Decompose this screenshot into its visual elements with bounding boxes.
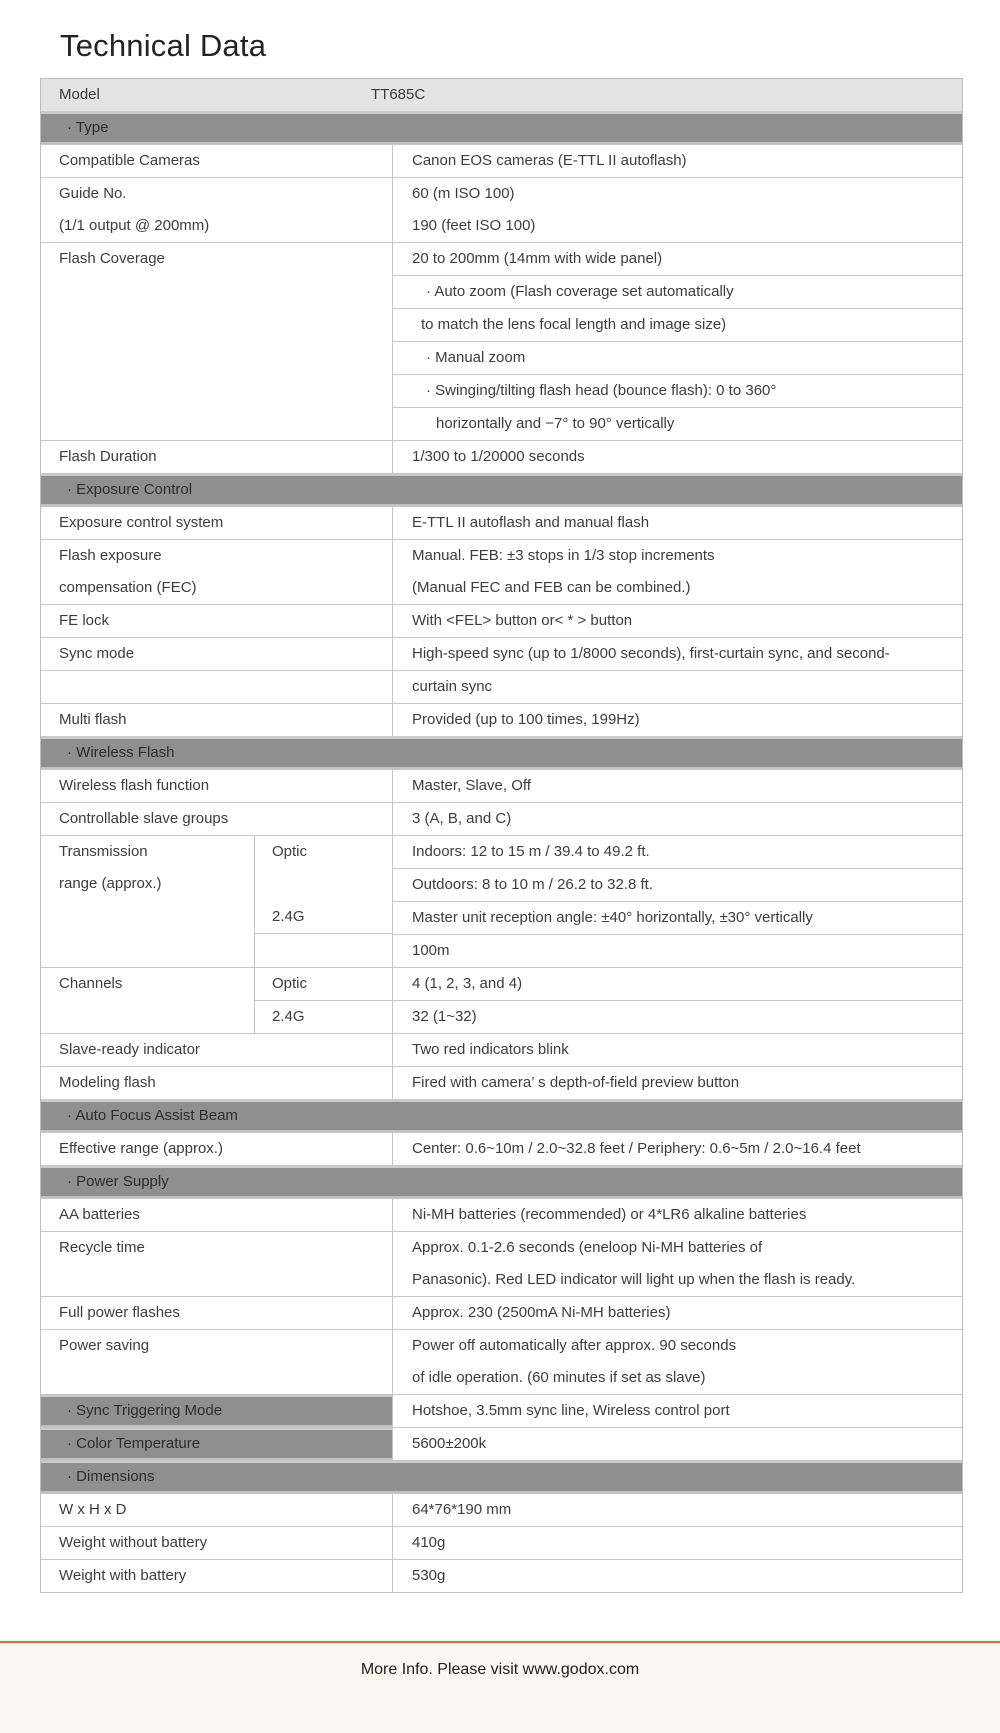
spec-label: Channels — [59, 975, 123, 992]
coverage-values — [392, 243, 962, 440]
transmission-label-line2: range (approx.) — [59, 875, 162, 892]
row-aa-batteries — [41, 1198, 962, 1231]
row-wireless-flash-function — [41, 769, 962, 802]
spec-label-empty — [41, 671, 392, 703]
model-label: Model — [59, 86, 100, 103]
section-af-assist-beam — [41, 1099, 962, 1132]
coverage-line: 20 to 200mm (14mm with wide panel) — [412, 250, 663, 267]
channels-value: 32 (1~32) — [393, 1000, 962, 1033]
spec-label: Exposure control system — [59, 514, 224, 531]
section-af-heading: · Auto Focus Assist Beam — [67, 1107, 238, 1124]
model-row — [41, 79, 962, 111]
spec-value: 410g — [392, 1527, 962, 1559]
row-compatible-cameras — [41, 144, 962, 177]
section-type-heading: · Type — [67, 119, 109, 136]
spec-label: Multi flash — [59, 711, 127, 728]
section-exposure-heading: · Exposure Control — [67, 481, 193, 498]
channels-mid-column — [254, 968, 392, 1033]
row-flash-coverage — [41, 242, 962, 440]
fec-value-line2: (Manual FEC and FEB can be combined.) — [412, 579, 691, 596]
row-controllable-slave-groups — [41, 802, 962, 835]
spec-value: Master, Slave, Off — [392, 770, 962, 802]
channels-24g-label: 2.4G — [255, 1000, 392, 1032]
spec-label-gray: · Color Temperature — [41, 1428, 392, 1460]
spec-label-gray: · Sync Triggering Mode — [41, 1395, 392, 1427]
transmission-label-line1: Transmission — [59, 843, 148, 860]
section-exposure-control — [41, 473, 962, 506]
coverage-line: · Manual zoom — [426, 349, 526, 366]
transmission-24g-label: 2.4G — [272, 908, 305, 925]
section-power-supply — [41, 1165, 962, 1198]
section-dimensions-heading: · Dimensions — [67, 1468, 155, 1485]
spec-value: Approx. 230 (2500mA Ni-MH batteries) — [392, 1297, 962, 1329]
channels-values — [392, 968, 962, 1033]
row-recycle-time — [41, 1231, 962, 1296]
coverage-line: to match the lens focal length and image size) — [421, 316, 727, 333]
transmission-mid-cell — [255, 836, 392, 934]
row-sync-triggering-mode — [41, 1394, 962, 1427]
spec-value: Provided (up to 100 times, 199Hz) — [392, 704, 962, 736]
spec-label: Wireless flash function — [59, 777, 210, 794]
row-transmission-range — [41, 835, 962, 967]
guide-label-line2: (1/1 output @ 200mm) — [59, 217, 210, 234]
spec-value: 530g — [392, 1560, 962, 1592]
saving-value-line1: Power off automatically after approx. 90 seconds — [412, 1337, 737, 1354]
guide-value-line2: 190 (feet ISO 100) — [412, 217, 536, 234]
row-channels — [41, 967, 962, 1033]
coverage-line: · Swinging/tilting flash head (bounce flash): 0 to 360° — [426, 382, 777, 399]
coverage-line: horizontally and −7° to 90° vertically — [436, 415, 675, 432]
spec-value — [392, 1232, 962, 1296]
spec-value: 5600±200k — [392, 1428, 962, 1460]
spec-label: AA batteries — [59, 1206, 140, 1223]
spec-value: Center: 0.6~10m / 2.0~32.8 feet / Periphery: 0.6~5m / 2.0~16.4 feet — [392, 1133, 962, 1165]
row-exposure-control-system — [41, 506, 962, 539]
spec-value: With <FEL> button or< * > button — [392, 605, 962, 637]
page-title: Technical Data — [60, 28, 267, 63]
channels-optic-label: Optic — [272, 975, 308, 992]
guide-label-line1: Guide No. — [59, 185, 127, 202]
transmission-mid-column — [254, 836, 392, 967]
spec-label: Weight with battery — [59, 1567, 187, 1584]
spec-label: Slave-ready indicator — [59, 1041, 200, 1058]
model-value: TT685C — [371, 86, 426, 103]
spec-table — [40, 78, 963, 1593]
spec-value: 3 (A, B, and C) — [392, 803, 962, 835]
spec-value: 1/300 to 1/20000 seconds — [392, 441, 962, 473]
spec-value: Two red indicators blink — [392, 1034, 962, 1066]
saving-value-line2: of idle operation. (60 minutes if set as slave) — [412, 1369, 706, 1386]
spec-label: Full power flashes — [59, 1304, 180, 1321]
row-sync-mode-continued — [41, 670, 962, 703]
row-modeling-flash — [41, 1066, 962, 1099]
section-dimensions — [41, 1460, 962, 1493]
fec-value-line1: Manual. FEB: ±3 stops in 1/3 stop increments — [412, 547, 715, 564]
spec-value — [392, 178, 962, 242]
spec-label — [41, 540, 392, 604]
row-power-saving — [41, 1329, 962, 1394]
transmission-value: Indoors: 12 to 15 m / 39.4 to 49.2 ft. — [412, 843, 650, 860]
spec-label: Sync mode — [59, 645, 135, 662]
row-full-power-flashes — [41, 1296, 962, 1329]
spec-value: E-TTL II autoflash and manual flash — [392, 507, 962, 539]
spec-label — [41, 836, 254, 967]
transmission-mid-empty-cell — [255, 934, 392, 967]
row-sync-mode — [41, 637, 962, 670]
spec-value — [392, 1330, 962, 1394]
recycle-value-line1: Approx. 0.1-2.6 seconds (eneloop Ni-MH batteries of — [412, 1239, 763, 1256]
spec-label — [41, 178, 392, 242]
row-fe-lock — [41, 604, 962, 637]
coverage-line: · Auto zoom (Flash coverage set automatically — [426, 283, 734, 300]
row-w-h-d — [41, 1493, 962, 1526]
transmission-value: 100m — [393, 934, 962, 967]
spec-value: curtain sync — [392, 671, 962, 703]
spec-value: 64*76*190 mm — [392, 1494, 962, 1526]
guide-value-line1: 60 (m ISO 100) — [412, 185, 515, 202]
row-color-temperature — [41, 1427, 962, 1460]
spec-label: Controllable slave groups — [59, 810, 229, 827]
spec-label: FE lock — [59, 612, 110, 629]
spec-label: Power saving — [59, 1337, 150, 1354]
spec-label: Weight without battery — [59, 1534, 208, 1551]
spec-label: Compatible Cameras — [59, 152, 200, 169]
section-wireless-flash — [41, 736, 962, 769]
transmission-value: Master unit reception angle: ±40° horizontally, ±30° vertically — [393, 901, 962, 934]
spec-label: Effective range (approx.) — [59, 1140, 223, 1157]
transmission-optic-label: Optic — [272, 843, 308, 860]
row-weight-without-battery — [41, 1526, 962, 1559]
channels-value: 4 (1, 2, 3, and 4) — [412, 975, 523, 992]
row-guide-no — [41, 177, 962, 242]
spec-label: Flash Coverage — [59, 250, 165, 267]
spec-value: Hotshoe, 3.5mm sync line, Wireless control port — [392, 1395, 962, 1427]
spec-label: Recycle time — [59, 1239, 145, 1256]
transmission-value: Outdoors: 8 to 10 m / 26.2 to 32.8 ft. — [393, 868, 962, 901]
spec-value: Canon EOS cameras (E-TTL II autoflash) — [392, 145, 962, 177]
section-type — [41, 111, 962, 144]
fec-label-line2: compensation (FEC) — [59, 579, 197, 596]
transmission-values — [392, 836, 962, 967]
footer-text: More Info. Please visit www.godox.com — [360, 1661, 640, 1678]
spec-label: Flash Duration — [59, 448, 157, 465]
spec-value — [392, 540, 962, 604]
spec-value: Fired with camera’ s depth-of-field preview button — [392, 1067, 962, 1099]
fec-label-line1: Flash exposure — [59, 547, 162, 564]
row-multi-flash — [41, 703, 962, 736]
section-wireless-heading: · Wireless Flash — [67, 744, 175, 761]
row-effective-range — [41, 1132, 962, 1165]
row-weight-with-battery — [41, 1559, 962, 1592]
spec-label: W x H x D — [59, 1501, 127, 1518]
row-flash-exposure-compensation — [41, 539, 962, 604]
row-slave-ready-indicator — [41, 1033, 962, 1066]
row-flash-duration — [41, 440, 962, 473]
section-power-heading: · Power Supply — [67, 1173, 169, 1190]
spec-value: High-speed sync (up to 1/8000 seconds), first-curtain sync, and second- — [392, 638, 962, 670]
recycle-value-line2: Panasonic). Red LED indicator will light up when the flash is ready. — [412, 1271, 856, 1288]
spec-value: Ni-MH batteries (recommended) or 4*LR6 alkaline batteries — [392, 1199, 962, 1231]
footer — [0, 1643, 1000, 1733]
spec-label: Modeling flash — [59, 1074, 156, 1091]
